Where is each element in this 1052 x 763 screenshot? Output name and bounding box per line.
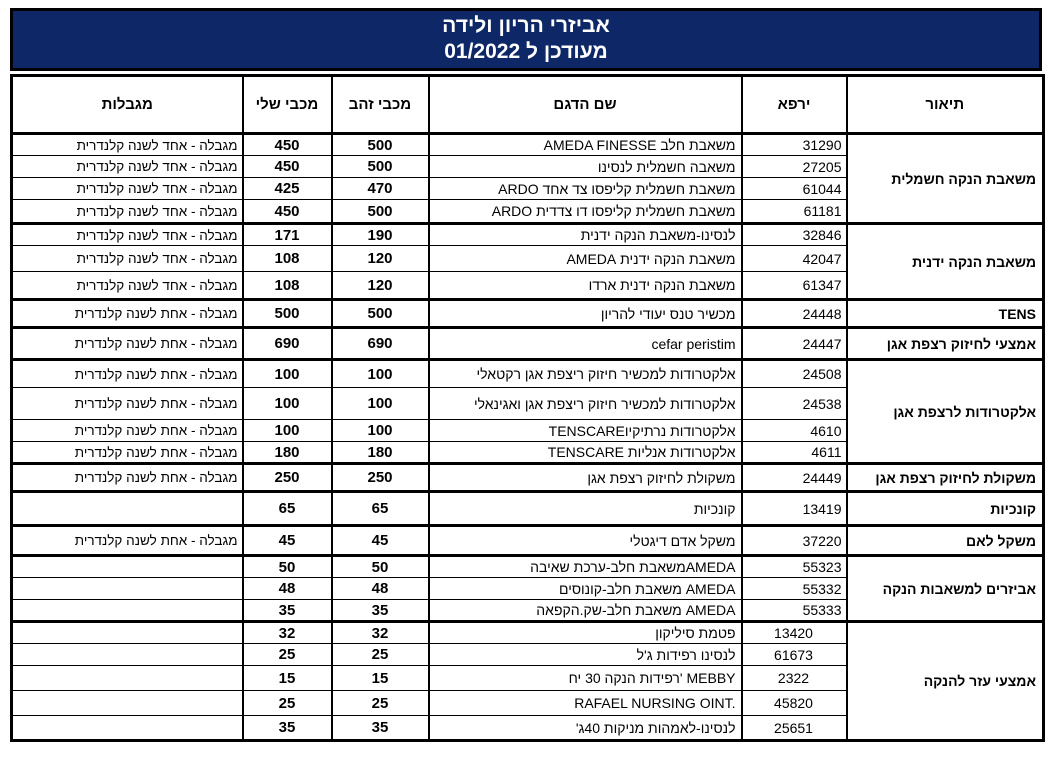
model-name-cell	[429, 246, 742, 272]
group-description-cell: משאבת הנקה חשמלית	[847, 134, 1044, 224]
restriction-cell	[12, 578, 243, 600]
maccabi-sheli-price-cell: 25	[243, 691, 332, 716]
yarpa-code-cell: 55323	[742, 556, 847, 578]
maccabi-sheli-price-cell: 48	[243, 578, 332, 600]
restriction-cell: מגבלה - אחת לשנה קלנדרית	[12, 442, 243, 464]
restriction-cell: מגבלה - אחת לשנה קלנדרית	[12, 388, 243, 420]
model-name-cell-text: אלקטרודות נרתיקיוTENSCARE	[548, 422, 736, 439]
model-name-cell	[429, 556, 742, 578]
maccabi-sheli-price-cell: 100	[243, 360, 332, 388]
model-name-cell-text: לנסינו רפידות ג'ל	[636, 646, 736, 663]
maccabi-sheli-price-cell: 25	[243, 644, 332, 666]
restriction-cell	[12, 600, 243, 622]
model-name-cell	[429, 178, 742, 200]
model-name-cell	[429, 388, 742, 420]
restriction-cell: מגבלה - אחד לשנה קלנדרית	[12, 246, 243, 272]
yarpa-code-cell: 24447	[742, 328, 847, 360]
yarpa-code-cell: 13420	[742, 622, 847, 644]
table-row	[12, 224, 1044, 246]
restriction-cell: מגבלה - אחת לשנה קלנדרית	[12, 526, 243, 556]
maccabi-gold-price-cell: 500	[332, 156, 429, 178]
col-header-description: תיאור	[847, 76, 1044, 134]
price-table	[10, 74, 1045, 742]
model-name-cell	[429, 442, 742, 464]
maccabi-sheli-price-cell: 690	[243, 328, 332, 360]
model-name-cell-text: לנסינו-משאבת הנקה ידנית	[580, 227, 736, 243]
col-header-maccabi-gold: מכבי זהב	[332, 76, 429, 134]
model-name-cell	[429, 666, 742, 691]
model-name-cell-text: לנסינו-לאמהות מניקות 40ג'	[575, 719, 736, 736]
model-name-cell-text: משאבת חשמלית קליפסו צד אחד ARDO	[498, 180, 736, 197]
table-row	[12, 622, 1044, 644]
model-name-cell	[429, 526, 742, 556]
restriction-cell: מגבלה - אחת לשנה קלנדרית	[12, 464, 243, 492]
table-row	[12, 492, 1044, 526]
model-name-cell	[429, 691, 742, 716]
page-title: אביזרי הריון ולידה	[442, 14, 610, 37]
maccabi-sheli-price-cell: 45	[243, 526, 332, 556]
yarpa-code-cell: 61181	[742, 200, 847, 224]
maccabi-sheli-price-cell: 180	[243, 442, 332, 464]
yarpa-code-cell: 55332	[742, 578, 847, 600]
model-name-cell-text: פטמת סיליקון	[655, 625, 736, 641]
title-bar	[10, 8, 1042, 71]
maccabi-gold-price-cell: 690	[332, 328, 429, 360]
yarpa-code-cell: 37220	[742, 526, 847, 556]
maccabi-gold-price-cell: 190	[332, 224, 429, 246]
model-name-cell-text: משקולת לחיזוק רצפת אגן	[587, 469, 736, 486]
maccabi-sheli-price-cell: 450	[243, 156, 332, 178]
model-name-cell-text: משאבה חשמלית לנסינו	[597, 158, 736, 175]
maccabi-sheli-price-cell: 450	[243, 134, 332, 156]
model-name-cell-text: RAFAEL NURSING OINT.	[574, 695, 736, 711]
restriction-cell	[12, 691, 243, 716]
table-row	[12, 526, 1044, 556]
group-description-cell: משאבת הנקה ידנית	[847, 224, 1044, 300]
model-name-cell-text: רפידות הנקה 30 יח' MEBBY	[568, 670, 736, 686]
maccabi-sheli-price-cell: 108	[243, 272, 332, 300]
group-description-cell: משקל לאם	[847, 526, 1044, 556]
group-description-cell: אלקטרודות לרצפת אגן	[847, 360, 1044, 464]
group-description-cell: משקולת לחיזוק רצפת אגן	[847, 464, 1044, 492]
table-row	[12, 300, 1044, 328]
maccabi-gold-price-cell: 470	[332, 178, 429, 200]
yarpa-code-cell: 24538	[742, 388, 847, 420]
model-name-cell-text: משאבת חלב-שק.הקפאה AMEDA	[536, 602, 736, 618]
maccabi-gold-price-cell: 25	[332, 644, 429, 666]
maccabi-sheli-price-cell: 35	[243, 600, 332, 622]
model-name-cell	[429, 420, 742, 442]
yarpa-code-cell: 32846	[742, 224, 847, 246]
yarpa-code-cell: 61673	[742, 644, 847, 666]
maccabi-gold-price-cell: 500	[332, 200, 429, 224]
restriction-cell: מגבלה - אחת לשנה קלנדרית	[12, 328, 243, 360]
maccabi-sheli-price-cell: 425	[243, 178, 332, 200]
model-name-cell	[429, 716, 742, 741]
yarpa-code-cell: 27205	[742, 156, 847, 178]
model-name-cell	[429, 464, 742, 492]
model-name-cell-text: משאבת חשמלית קליפסו דו צדדית ARDO	[491, 203, 736, 219]
maccabi-gold-price-cell: 65	[332, 492, 429, 526]
restriction-cell	[12, 556, 243, 578]
model-name-cell-text: משאבת חלב-קונוסים AMEDA	[558, 580, 736, 597]
maccabi-sheli-price-cell: 65	[243, 492, 332, 526]
model-name-cell-text: cefar peristim	[651, 335, 736, 352]
restriction-cell: מגבלה - אחד לשנה קלנדרית	[12, 272, 243, 300]
maccabi-gold-price-cell: 120	[332, 246, 429, 272]
table-row	[12, 134, 1044, 156]
restriction-cell: מגבלה - אחד לשנה קלנדרית	[12, 178, 243, 200]
model-name-cell	[429, 134, 742, 156]
maccabi-sheli-price-cell: 100	[243, 420, 332, 442]
model-name-cell-text: קונכיות	[693, 500, 736, 517]
table-row	[12, 556, 1044, 578]
yarpa-code-cell: 45820	[742, 691, 847, 716]
restriction-cell	[12, 492, 243, 526]
yarpa-code-cell: 61347	[742, 272, 847, 300]
maccabi-gold-price-cell: 25	[332, 691, 429, 716]
model-name-cell	[429, 600, 742, 622]
page-subtitle-updated-date: מעודכן ל 01/2022	[444, 40, 608, 63]
restriction-cell	[12, 716, 243, 741]
restriction-cell: מגבלה - אחד לשנה קלנדרית	[12, 224, 243, 246]
table-row	[12, 328, 1044, 360]
col-header-restrictions: מגבלות	[12, 76, 243, 134]
yarpa-code-cell: 13419	[742, 492, 847, 526]
yarpa-code-cell: 4610	[742, 420, 847, 442]
yarpa-code-cell: 24508	[742, 360, 847, 388]
model-name-cell	[429, 200, 742, 224]
yarpa-code-cell: 31290	[742, 134, 847, 156]
yarpa-code-cell: 24448	[742, 300, 847, 328]
table-header-row	[12, 76, 1044, 134]
maccabi-gold-price-cell: 100	[332, 388, 429, 420]
maccabi-sheli-price-cell: 500	[243, 300, 332, 328]
yarpa-code-cell: 25651	[742, 716, 847, 741]
maccabi-gold-price-cell: 100	[332, 420, 429, 442]
restriction-cell: מגבלה - אחד לשנה קלנדרית	[12, 134, 243, 156]
model-name-cell-text: משקל אדם דיגטלי	[629, 532, 736, 549]
maccabi-gold-price-cell: 180	[332, 442, 429, 464]
model-name-cell	[429, 644, 742, 666]
table-body	[12, 134, 1044, 741]
model-name-cell	[429, 156, 742, 178]
model-name-cell-text: משאבת חלב-ערכת שאיבהAMEDA	[530, 559, 736, 575]
restriction-cell: מגבלה - אחת לשנה קלנדרית	[12, 420, 243, 442]
group-description-cell: אמצעי לחיזוק רצפת אגן	[847, 328, 1044, 360]
group-description-cell: אמצעי עזר להנקה	[847, 622, 1044, 741]
col-header-model-name: שם הדגם	[429, 76, 742, 134]
model-name-cell-text: משאבת הנקה ידנית ארדו	[588, 277, 736, 293]
maccabi-gold-price-cell: 15	[332, 666, 429, 691]
maccabi-sheli-price-cell: 35	[243, 716, 332, 741]
model-name-cell-text: משאבת הנקה ידנית AMEDA	[566, 250, 736, 267]
restriction-cell	[12, 644, 243, 666]
model-name-cell-text: מכשיר טנס יעודי להריון	[600, 305, 736, 322]
maccabi-sheli-price-cell: 171	[243, 224, 332, 246]
maccabi-gold-price-cell: 250	[332, 464, 429, 492]
restriction-cell: מגבלה - אחת לשנה קלנדרית	[12, 360, 243, 388]
maccabi-gold-price-cell: 35	[332, 600, 429, 622]
group-description-cell: TENS	[847, 300, 1044, 328]
maccabi-gold-price-cell: 35	[332, 716, 429, 741]
yarpa-code-cell: 42047	[742, 246, 847, 272]
model-name-cell-text: אלקטרודות למכשיר חיזוק ריצפת אגן רקטאלי	[476, 366, 736, 382]
maccabi-gold-price-cell: 45	[332, 526, 429, 556]
col-header-yarpa-code: ירפא	[742, 76, 847, 134]
group-description-cell: קונכיות	[847, 492, 1044, 526]
restriction-cell	[12, 666, 243, 691]
model-name-cell	[429, 328, 742, 360]
maccabi-sheli-price-cell: 108	[243, 246, 332, 272]
model-name-cell	[429, 492, 742, 526]
maccabi-gold-price-cell: 50	[332, 556, 429, 578]
model-name-cell	[429, 622, 742, 644]
yarpa-code-cell: 2322	[742, 666, 847, 691]
maccabi-sheli-price-cell: 250	[243, 464, 332, 492]
maccabi-gold-price-cell: 100	[332, 360, 429, 388]
maccabi-gold-price-cell: 120	[332, 272, 429, 300]
restriction-cell: מגבלה - אחד לשנה קלנדרית	[12, 200, 243, 224]
model-name-cell	[429, 224, 742, 246]
yarpa-code-cell: 55333	[742, 600, 847, 622]
table-row	[12, 360, 1044, 388]
model-name-cell	[429, 578, 742, 600]
yarpa-code-cell: 4611	[742, 442, 847, 464]
maccabi-gold-price-cell: 500	[332, 300, 429, 328]
maccabi-sheli-price-cell: 32	[243, 622, 332, 644]
restriction-cell	[12, 622, 243, 644]
yarpa-code-cell: 61044	[742, 178, 847, 200]
yarpa-code-cell: 24449	[742, 464, 847, 492]
table-row	[12, 464, 1044, 492]
restriction-cell: מגבלה - אחד לשנה קלנדרית	[12, 156, 243, 178]
maccabi-gold-price-cell: 500	[332, 134, 429, 156]
model-name-cell-text: אלקטרודות למכשיר חיזוק ריצפת אגן ואגינאלי	[473, 395, 736, 412]
model-name-cell	[429, 360, 742, 388]
model-name-cell-text: משאבת חלב AMEDA FINESSE	[543, 137, 736, 153]
maccabi-sheli-price-cell: 450	[243, 200, 332, 224]
model-name-cell	[429, 272, 742, 300]
maccabi-gold-price-cell: 32	[332, 622, 429, 644]
restriction-cell: מגבלה - אחת לשנה קלנדרית	[12, 300, 243, 328]
maccabi-sheli-price-cell: 50	[243, 556, 332, 578]
model-name-cell-text: אלקטרודות אנליות TENSCARE	[547, 444, 736, 460]
group-description-cell: אביזרים למשאבות הנקה	[847, 556, 1044, 622]
col-header-maccabi-sheli: מכבי שלי	[243, 76, 332, 134]
maccabi-sheli-price-cell: 100	[243, 388, 332, 420]
maccabi-gold-price-cell: 48	[332, 578, 429, 600]
maccabi-sheli-price-cell: 15	[243, 666, 332, 691]
model-name-cell	[429, 300, 742, 328]
